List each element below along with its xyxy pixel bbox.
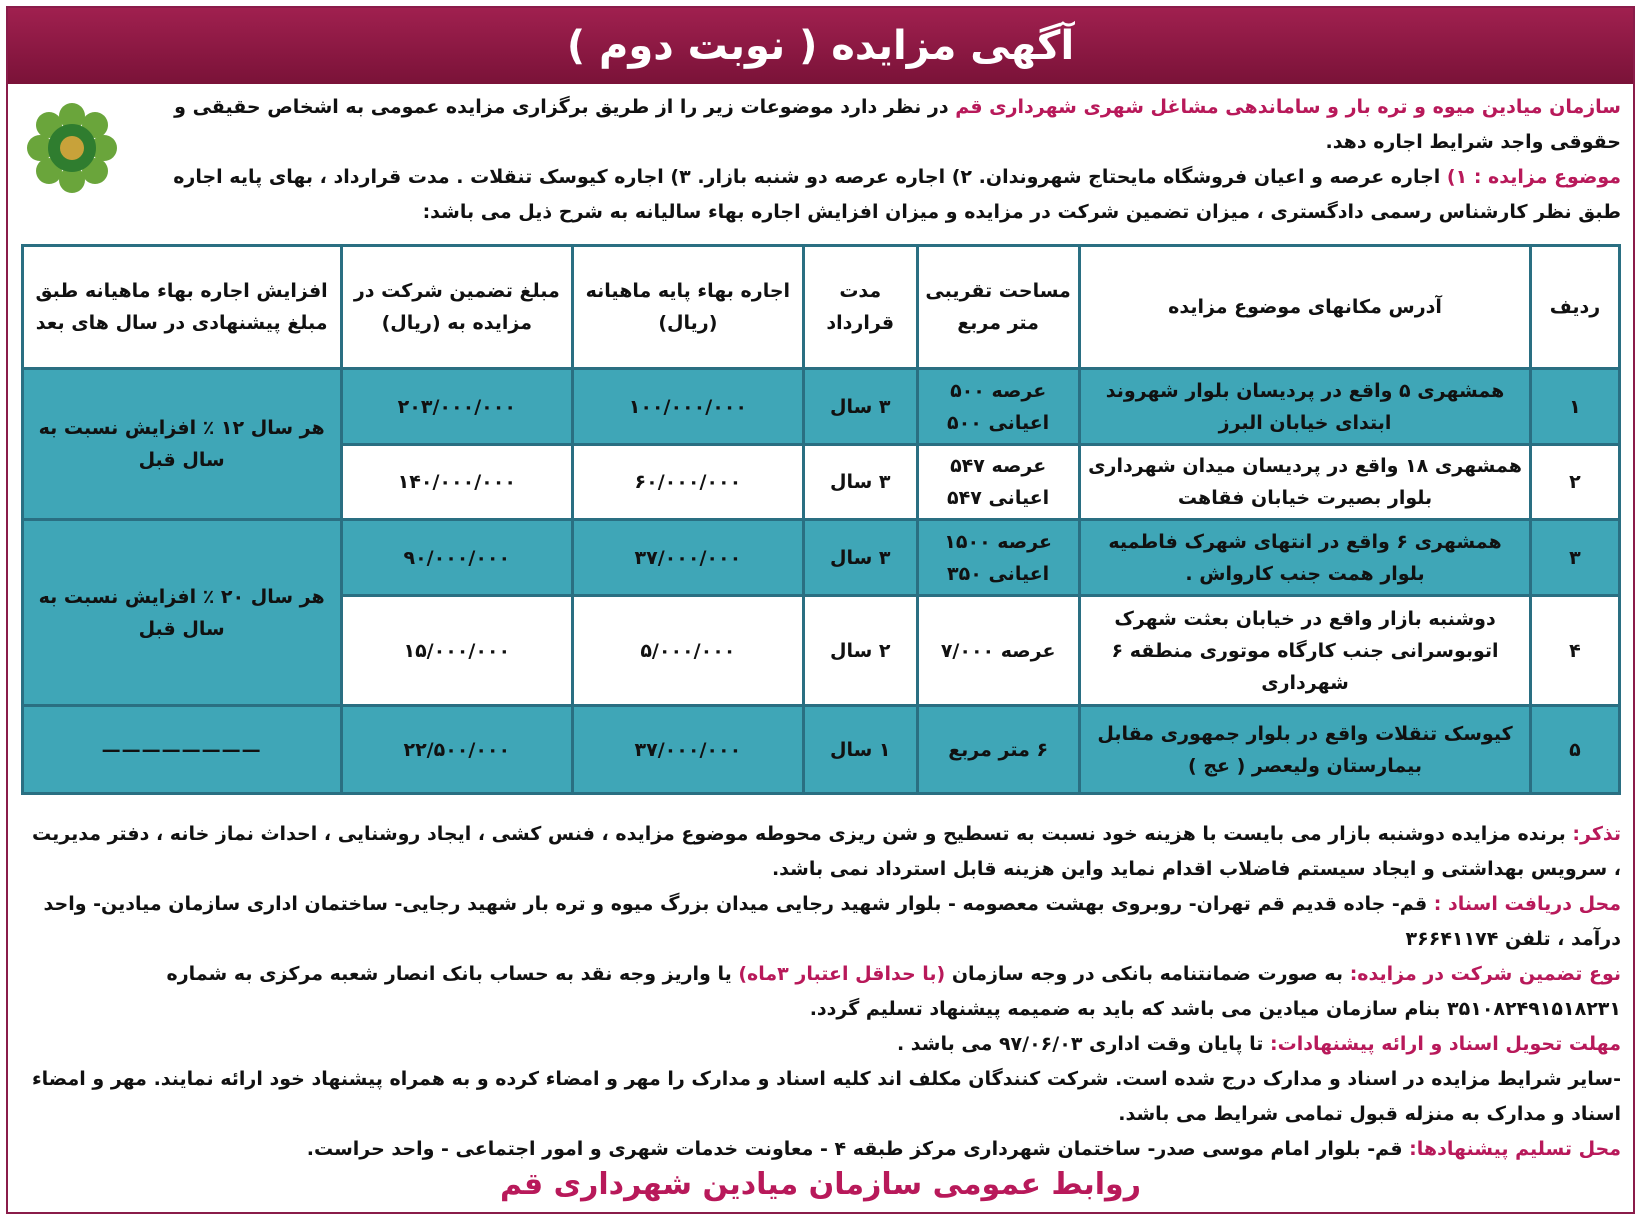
row-duration: ۳ سال — [803, 520, 917, 596]
submit-label: محل تسلیم پیشنهادها: — [1409, 1138, 1621, 1160]
header-increase: افزایش اجاره بهاء ماهیانه طبق مبلغ پیشنهادی در سال های بعد — [22, 246, 341, 369]
row-no: ۲ — [1531, 445, 1619, 520]
row-deposit: ۲۲/۵۰۰/۰۰۰ — [341, 706, 572, 794]
row-rent: ۱۰۰/۰۰۰/۰۰۰ — [572, 369, 803, 445]
header-deposit: مبلغ تضمین شرکت در مزایده به (ریال) — [341, 246, 572, 369]
row-no: ۱ — [1531, 369, 1619, 445]
row-deposit: ۲۰۳/۰۰۰/۰۰۰ — [341, 369, 572, 445]
intro-text — [8, 84, 1633, 230]
row-rent: ۳۷/۰۰۰/۰۰۰ — [572, 706, 803, 794]
row-address: همشهری ۶ واقع در انتهای شهرک فاطمیه بلوار همت جنب کارواش . — [1079, 520, 1531, 596]
note-docs — [20, 887, 1621, 957]
org-name: سازمان میادین میوه و تره بار و ساماندهی مشاغل شهری شهرداری قم — [955, 96, 1621, 118]
note-guarantee — [20, 957, 1621, 1027]
row-increase-20: هر سال ۲۰ ٪ افزایش نسبت به سال قبل — [22, 520, 341, 706]
row-area — [917, 520, 1079, 596]
notes-section — [8, 795, 1633, 1167]
subject-label: موضوع مزایده : ۱) — [1446, 166, 1621, 188]
subject-text: اجاره عرصه و اعیان فروشگاه مایحتاج شهروندان. ۲) اجاره عرصه دو شنبه بازار. ۳) اجاره کیوسک تنقلات . مدت قرارداد ، بهای پایه اجاره طبق نظر کارشناس رسمی دادگستری ، میزان تضمین شرکت در مزایده و میزان افزایش اجاره بهاء سالیانه به شرح ذیل می باشد: — [173, 166, 1621, 223]
area-building: اعیانی ۵۰۰ — [947, 411, 1050, 434]
intro-line1: در نظر دارد موضوعات زیر را از طریق برگزاری مزایده عمومی به اشخاص حقیقی و حقوقی واجد شرایط اجاره دهد. — [174, 96, 1621, 153]
row-address: همشهری ۵ واقع در پردیسان بلوار شهروند ابتدای خیابان البرز — [1079, 369, 1531, 445]
reminder-label: تذکر: — [1572, 823, 1621, 845]
header-duration: مدت قرارداد — [803, 246, 917, 369]
note-deadline — [20, 1027, 1621, 1062]
area-land: عرصه ۵۰۰ — [950, 379, 1047, 402]
row-duration: ۲ سال — [803, 596, 917, 706]
row-increase-none: ———————— — [22, 706, 341, 794]
row-duration: ۳ سال — [803, 445, 917, 520]
row-rent: ۳۷/۰۰۰/۰۰۰ — [572, 520, 803, 596]
table-row — [22, 706, 1619, 794]
note-other: -سایر شرایط مزایده در اسناد و مدارک درج شده است. شرکت کنندگان مکلف اند کلیه اسناد و مدارک را مهر و امضاء کرده و به همراه پیشنهاد خود ارائه نمایند. مهر و امضاء اسناد و مدارک به منزله قبول تمامی شرایط می باشد. — [31, 1068, 1621, 1125]
guarantee-text1: به صورت ضمانتنامه بانکی در وجه سازمان — [951, 963, 1344, 985]
guarantee-highlight: (با حداقل اعتبار ۳ماه) — [738, 963, 946, 985]
area-land: عرصه ۱۵۰۰ — [944, 530, 1052, 553]
row-rent: ۵/۰۰۰/۰۰۰ — [572, 596, 803, 706]
row-area — [917, 369, 1079, 445]
footer-signature: روابط عمومی سازمان میادین شهرداری قم — [500, 1167, 1141, 1202]
table-header-row — [22, 246, 1619, 369]
row-deposit: ۱۵/۰۰۰/۰۰۰ — [341, 596, 572, 706]
row-no: ۵ — [1531, 706, 1619, 794]
docs-label: محل دریافت اسناد : — [1433, 893, 1621, 915]
row-duration: ۳ سال — [803, 369, 917, 445]
auction-notice — [6, 6, 1635, 1214]
header-no: ردیف — [1531, 246, 1619, 369]
guarantee-text2: یا واریز وجه نقد به حساب بانک انصار شعبه مرکزی به شماره ۳۵۱۰۸۲۴۹۱۵۱۸۲۳۱ بنام سازمان میادین می باشد که باید به ضمیمه پیشنهاد تسلیم گردد. — [166, 963, 1621, 1020]
area-building: اعیانی ۳۵۰ — [947, 562, 1050, 585]
auction-table — [21, 244, 1621, 795]
row-area: ۶ متر مربع — [917, 706, 1079, 794]
row-duration: ۱ سال — [803, 706, 917, 794]
notice-title: آگهی مزایده ( نوبت دوم ) — [566, 23, 1075, 69]
note-reminder — [20, 817, 1621, 887]
row-deposit: ۱۴۰/۰۰۰/۰۰۰ — [341, 445, 572, 520]
row-deposit: ۹۰/۰۰۰/۰۰۰ — [341, 520, 572, 596]
table-row — [22, 520, 1619, 596]
note-submit — [20, 1132, 1621, 1167]
row-no: ۴ — [1531, 596, 1619, 706]
row-increase-12: هر سال ۱۲ ٪ افزایش نسبت به سال قبل — [22, 369, 341, 520]
header-address: آدرس مکانهای موضوع مزایده — [1079, 246, 1531, 369]
row-area — [917, 445, 1079, 520]
title-banner — [8, 8, 1633, 84]
row-address: کیوسک تنقلات واقع در بلوار جمهوری مقابل بیمارستان ولیعصر ( عج ) — [1079, 706, 1531, 794]
row-address: دوشنبه بازار واقع در خیابان بعثت شهرک اتوبوسرانی جنب کارگاه موتوری منطقه ۶ شهرداری — [1079, 596, 1531, 706]
reminder-text: برنده مزایده دوشنبه بازار می بایست با هزینه خود نسبت به تسطیح و شن ریزی محوطه موضوع مزایده ، فنس کشی ، ایجاد روشنایی ، احداث نماز خانه ، دفتر مدیریت ، سرویس بهداشتی و ایجاد سیستم فاضلاب اقدام نماید واین هزینه قابل استرداد نمی باشد. — [32, 823, 1621, 880]
row-rent: ۶۰/۰۰۰/۰۰۰ — [572, 445, 803, 520]
table-row — [22, 369, 1619, 445]
header-rent: اجاره بهاء پایه ماهیانه (ریال) — [572, 246, 803, 369]
header-area: مساحت تقریبی متر مربع — [917, 246, 1079, 369]
deadline-label: مهلت تحویل اسناد و ارائه پیشنهادات: — [1270, 1033, 1621, 1055]
row-no: ۳ — [1531, 520, 1619, 596]
guarantee-label: نوع تضمین شرکت در مزایده: — [1349, 963, 1621, 985]
submit-text: قم- بلوار امام موسی صدر- ساختمان شهرداری مرکز طبقه ۴ - معاونت خدمات شهری و امور اجتماعی - واحد حراست. — [306, 1138, 1403, 1160]
docs-text: قم- جاده قدیم قم تهران- روبروی بهشت معصومه - بلوار شهید رجایی میدان بزرگ میوه و تره بار شهید رجایی- ساختمان اداری سازمان میادین- واحد درآمد ، تلفن ۳۶۶۴۱۱۷۴ — [43, 893, 1621, 950]
area-land: عرصه ۵۴۷ — [950, 455, 1047, 477]
row-area: عرصه ۷/۰۰۰ — [917, 596, 1079, 706]
deadline-text: تا پایان وقت اداری ۹۷/۰۶/۰۳ می باشد . — [896, 1033, 1264, 1055]
row-address: همشهری ۱۸ واقع در پردیسان میدان شهرداری بلوار بصیرت خیابان فقاهت — [1079, 445, 1531, 520]
area-building: اعیانی ۵۴۷ — [947, 487, 1050, 509]
